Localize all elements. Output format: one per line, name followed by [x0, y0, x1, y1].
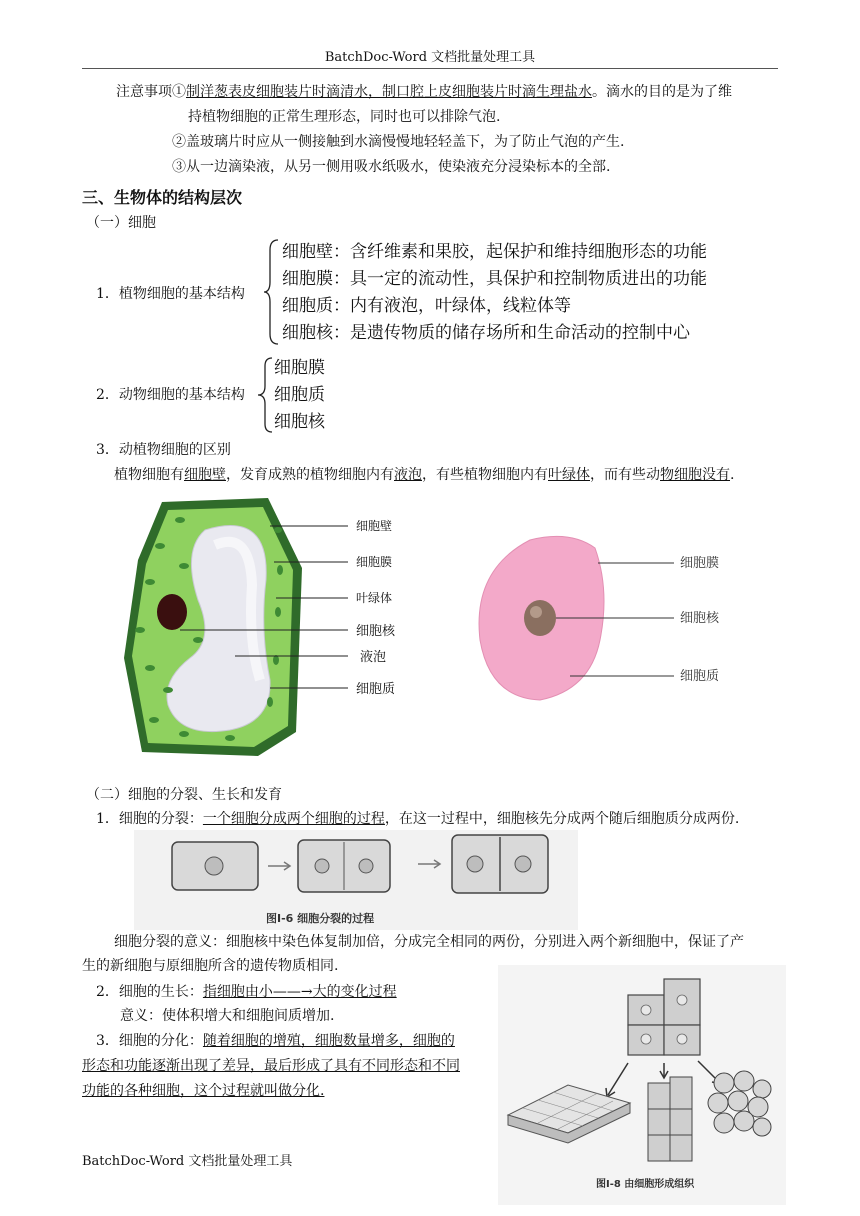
- growth-meaning: 意义：使体积增大和细胞间质增加.: [120, 1008, 335, 1024]
- notes-item2: ②盖玻璃片时应从一侧接触到水滴慢慢地轻轻盖下，为了防止气泡的产生.: [172, 134, 625, 150]
- plant-label-membrane: 细胞膜: [356, 555, 393, 569]
- plant-item-cytoplasm: 细胞质：内有液泡，叶绿体，线粒体等: [282, 296, 571, 316]
- diff-label: 3．动植物细胞的区别: [96, 442, 231, 458]
- animal-nucleus-shape: [524, 600, 556, 636]
- growth-text: 2．细胞的生长：指细胞由小——→大的变化过程: [96, 984, 397, 1000]
- animal-label-nucleus: 细胞核: [680, 611, 720, 626]
- plant-label-vacuole: 液泡: [360, 650, 387, 665]
- plant-item-wall: 细胞壁：含纤维素和果胶，起保护和维持细胞形态的功能: [282, 242, 707, 262]
- division-figure: [134, 830, 578, 930]
- subsection-cell: （一）细胞: [86, 215, 156, 231]
- tissue-figure: [498, 965, 786, 1205]
- notes-line1: 注意事项①制洋葱表皮细胞装片时滴清水，制口腔上皮细胞装片时滴生理盐水。滴水的目的是为了维: [116, 84, 732, 100]
- tissue-caption: 图Ⅰ-8 由细胞形成组织: [596, 1179, 695, 1190]
- animal-cell-figure: [470, 530, 740, 710]
- plant-nucleus-shape: [157, 594, 187, 630]
- page-footer: BatchDoc-Word 文档批量处理工具: [82, 1154, 293, 1169]
- page-header: BatchDoc-Word 文档批量处理工具: [324, 50, 536, 65]
- division-caption: 图Ⅰ-6 细胞分裂的过程: [266, 912, 375, 925]
- animal-label-cytoplasm: 细胞质: [680, 669, 720, 684]
- plant-label-chloroplast: 叶绿体: [356, 591, 393, 605]
- division-meaning-line1: 细胞分裂的意义：细胞核中染色体复制加倍，分成完全相同的两份，分别进入两个新细胞中，保证了产: [114, 934, 744, 950]
- animal-structure-label: 2．动物细胞的基本结构: [96, 387, 245, 403]
- animal-label-membrane: 细胞膜: [680, 556, 720, 571]
- plant-structure-label: 1．植物细胞的基本结构: [96, 286, 245, 302]
- plant-label-wall: 细胞壁: [356, 519, 393, 533]
- diff-text: 植物细胞有细胞壁，发育成熟的植物细胞内有液泡，有些植物细胞内有叶绿体，而有些动物细胞没有.: [114, 467, 735, 483]
- plant-cell-figure: [120, 490, 420, 765]
- plant-item-membrane: 细胞膜：具一定的流动性，具保护和控制物质进出的功能: [282, 269, 707, 289]
- animal-brace: [256, 356, 276, 434]
- plant-brace: [262, 238, 282, 346]
- differentiation-line2: 形态和功能逐渐出现了差异，最后形成了具有不同形态和不同: [82, 1058, 460, 1074]
- animal-item-nucleus: 细胞核: [274, 412, 325, 432]
- notes-item3: ③从一边滴染液，从另一侧用吸水纸吸水，使染液充分浸染标本的全部.: [172, 159, 611, 175]
- animal-item-membrane: 细胞膜: [274, 358, 325, 378]
- division-meaning-line2: 生的新细胞与原细胞所含的遗传物质相同.: [82, 958, 339, 974]
- animal-item-cytoplasm: 细胞质: [274, 385, 325, 405]
- plant-label-cytoplasm: 细胞质: [356, 682, 396, 697]
- section-title: 三、生物体的结构层次: [82, 188, 243, 207]
- differentiation-line3: 功能的各种细胞，这个过程就叫做分化.: [82, 1083, 325, 1099]
- plant-item-nucleus: 细胞核：是遗传物质的储存场所和生命活动的控制中心: [282, 323, 690, 343]
- plant-label-nucleus: 细胞核: [356, 624, 396, 639]
- header-rule: [82, 68, 778, 69]
- differentiation-line1: 3．细胞的分化：随着细胞的增殖，细胞数量增多，细胞的: [96, 1033, 455, 1049]
- notes-line2: 持植物细胞的正常生理形态，同时也可以排除气泡.: [188, 109, 501, 125]
- division-text: 1．细胞的分裂：一个细胞分成两个细胞的过程，在这一过程中，细胞核先分成两个随后细胞质分成两份.: [96, 811, 740, 827]
- subsection-division: （二）细胞的分裂、生长和发育: [86, 787, 282, 803]
